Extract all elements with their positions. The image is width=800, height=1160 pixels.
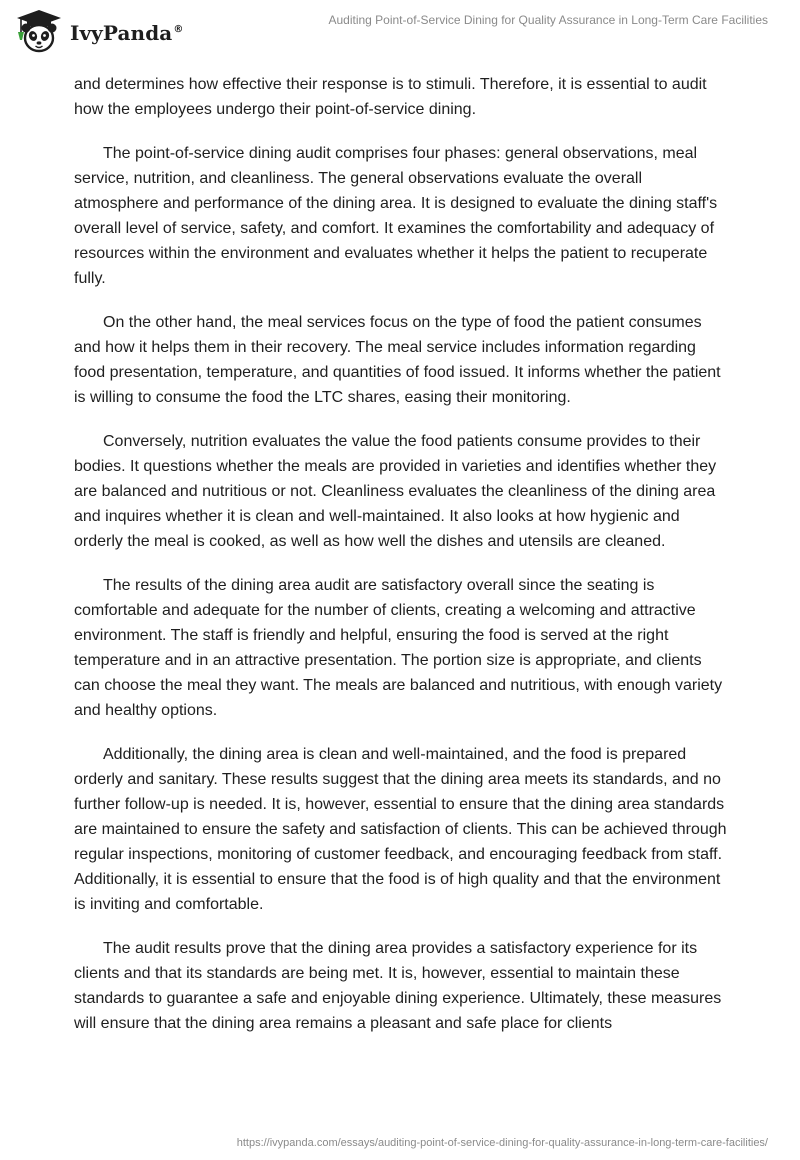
paragraph: Conversely, nutrition evaluates the value the food patients consume provides to their bodies. It questions whether the meals are provided in varieties and identifies whether they are balanced and nutritious or not. Cleanliness evaluates the cleanliness of the dining area and inquires whether it is clean and well-maintained. It also looks at how hygienic and orderly the meal is cooked, as well as how well the dishes and utensils are cleaned. bbox=[74, 433, 717, 550]
panda-graduate-logo-icon bbox=[14, 8, 64, 54]
paragraph: The audit results prove that the dining area provides a satisfactory experience for its clients and that its standards are being met. It is, however, essential to maintain these standards to guarantee a safe and enjoyable dining experience. Ultimately, these measures will ensure that the dining area remains a pleasant and safe place for clients bbox=[74, 940, 722, 1032]
page-header bbox=[0, 0, 800, 60]
paragraph-continuation: and determines how effective their response is to stimuli. Therefore, it is essential to audit how the employees undergo their point-of-service dining. bbox=[74, 76, 707, 118]
source-url[interactable]: https://ivypanda.com/essays/auditing-point-of-service-dining-for-quality-assurance-in-long-term-care-facilities/ bbox=[236, 1137, 768, 1149]
essay-body bbox=[74, 72, 730, 1055]
brand-name: IvyPanda® bbox=[70, 21, 184, 45]
paragraph: The point-of-service dining audit comprises four phases: general observations, meal service, nutrition, and cleanliness. The general observations evaluate the overall atmosphere and performance of the dining area. It is designed to evaluate the dining staff's overall level of service, safety, and comfort. It examines the comfortability and adequacy of resources within the environment and evaluates whether it helps the patient to recuperate fully. bbox=[74, 145, 718, 287]
document-title: Auditing Point-of-Service Dining for Quality Assurance in Long-Term Care Facilities bbox=[328, 13, 768, 27]
paragraph: The results of the dining area audit are satisfactory overall since the seating is comfortable and adequate for the number of clients, creating a welcoming and attractive environment. The staff is friendly and helpful, ensuring the food is served at the right temperature and in an attractive presentation. The portion size is appropriate, and clients can choose the meal they want. The meals are balanced and nutritious, with enough variety and healthy options. bbox=[74, 577, 723, 719]
registered-mark: ® bbox=[173, 24, 184, 36]
paragraph: On the other hand, the meal services focus on the type of food the patient consumes and how it helps them in their recovery. The meal service includes information regarding food presentation, temperature, and quantities of food issued. It informs whether the patient is willing to consume the food the LTC shares, easing their monitoring. bbox=[74, 314, 721, 406]
paragraph: Additionally, the dining area is clean and well-maintained, and the food is prepared orderly and sanitary. These results suggest that the dining area meets its standards, and no further follow-up is needed. It is, however, essential to ensure that the dining area standards are maintained to ensure the safety and satisfaction of clients. This can be achieved through regular inspections, monitoring of customer feedback, and encouraging feedback from staff. Additionally, it is essential to ensure that the food is of high quality and that the environment is inviting and comfortable. bbox=[74, 746, 727, 913]
brand-logo[interactable] bbox=[14, 8, 183, 54]
